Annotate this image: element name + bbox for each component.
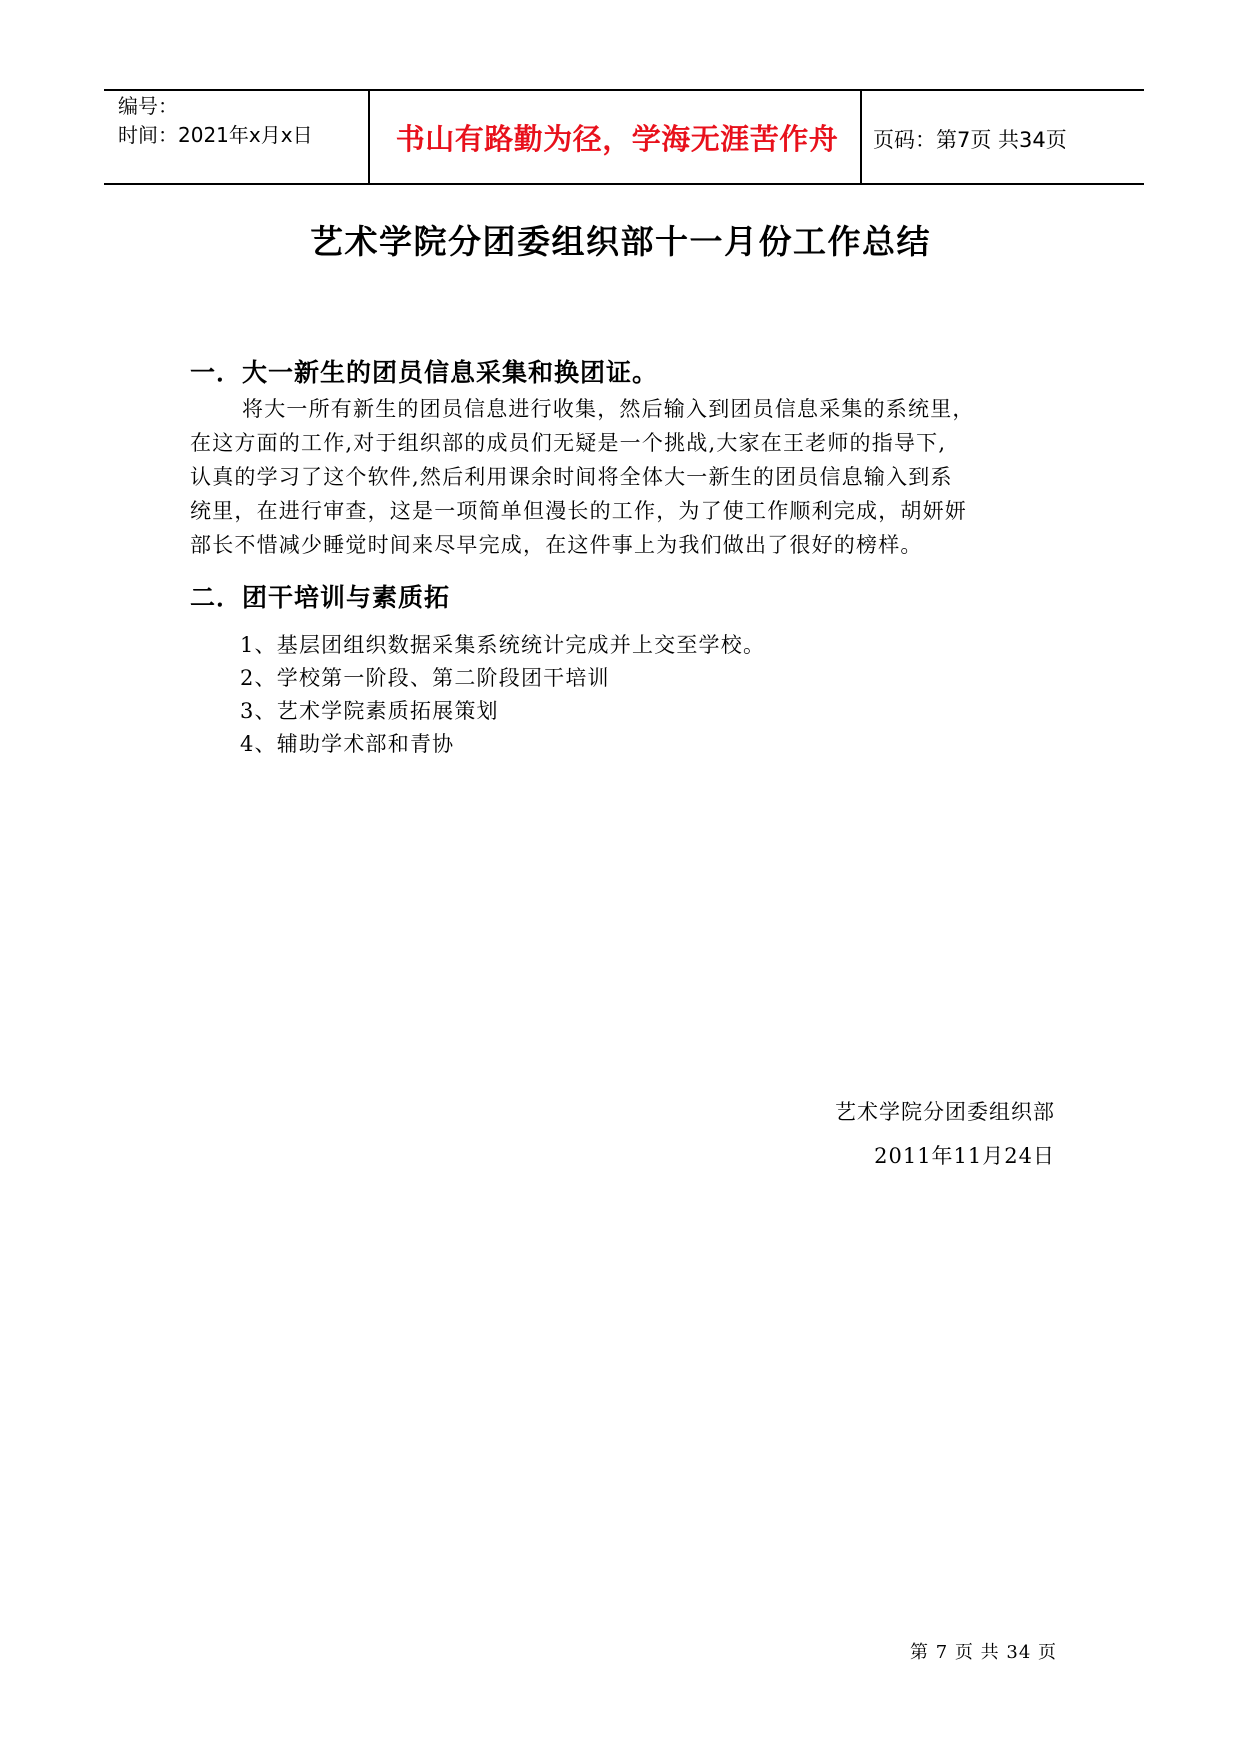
section-1-heading: 一．大一新生的团员信息采集和换团证。 bbox=[190, 358, 659, 387]
signature-date: 2011年11月24日 bbox=[874, 1144, 1055, 1168]
list-item: 2、学校第一阶段、第二阶段团干培训 bbox=[240, 666, 610, 690]
paragraph-line: 统里，在进行审查，这是一项简单但漫长的工作，为了使工作顺利完成，胡妍妍 bbox=[190, 499, 967, 523]
header-info bbox=[118, 92, 313, 150]
header-page-label: 页码：第7页 共34页 bbox=[873, 128, 1067, 152]
page-footer: 第 7 页 共 34 页 bbox=[910, 1642, 1057, 1663]
header-top-rule bbox=[104, 89, 1144, 91]
section-2-heading: 二．团干培训与素质拓 bbox=[190, 583, 451, 612]
header-motto: 书山有路勤为径，学海无涯苦作舟 bbox=[395, 122, 839, 156]
signature-org: 艺术学院分团委组织部 bbox=[835, 1100, 1055, 1124]
section-1-paragraph bbox=[190, 392, 1070, 562]
list-item: 1、基层团组织数据采集系统统计完成并上交至学校。 bbox=[240, 633, 766, 657]
list-item: 4、辅助学术部和青协 bbox=[240, 732, 455, 756]
paragraph-line: 认真的学习了这个软件,然后利用课余时间将全体大一新生的团员信息输入到系 bbox=[190, 465, 953, 489]
header-number-label: 编号： bbox=[118, 94, 178, 118]
document-title: 艺术学院分团委组织部十一月份工作总结 bbox=[310, 222, 931, 261]
paragraph-line: 部长不惜减少睡觉时间来尽早完成，在这件事上为我们做出了很好的榜样。 bbox=[190, 533, 923, 557]
paragraph-line: 将大一所有新生的团员信息进行收集，然后输入到团员信息采集的系统里， bbox=[242, 397, 975, 421]
header-divider-left bbox=[368, 90, 370, 184]
header-bottom-rule bbox=[104, 183, 1144, 185]
section-2-list bbox=[240, 629, 765, 761]
paragraph-line: 在这方面的工作,对于组织部的成员们无疑是一个挑战,大家在王老师的指导下, bbox=[190, 431, 947, 455]
header-time-label: 时间：2021年x月x日 bbox=[118, 123, 313, 147]
list-item: 3、艺术学院素质拓展策划 bbox=[240, 699, 499, 723]
